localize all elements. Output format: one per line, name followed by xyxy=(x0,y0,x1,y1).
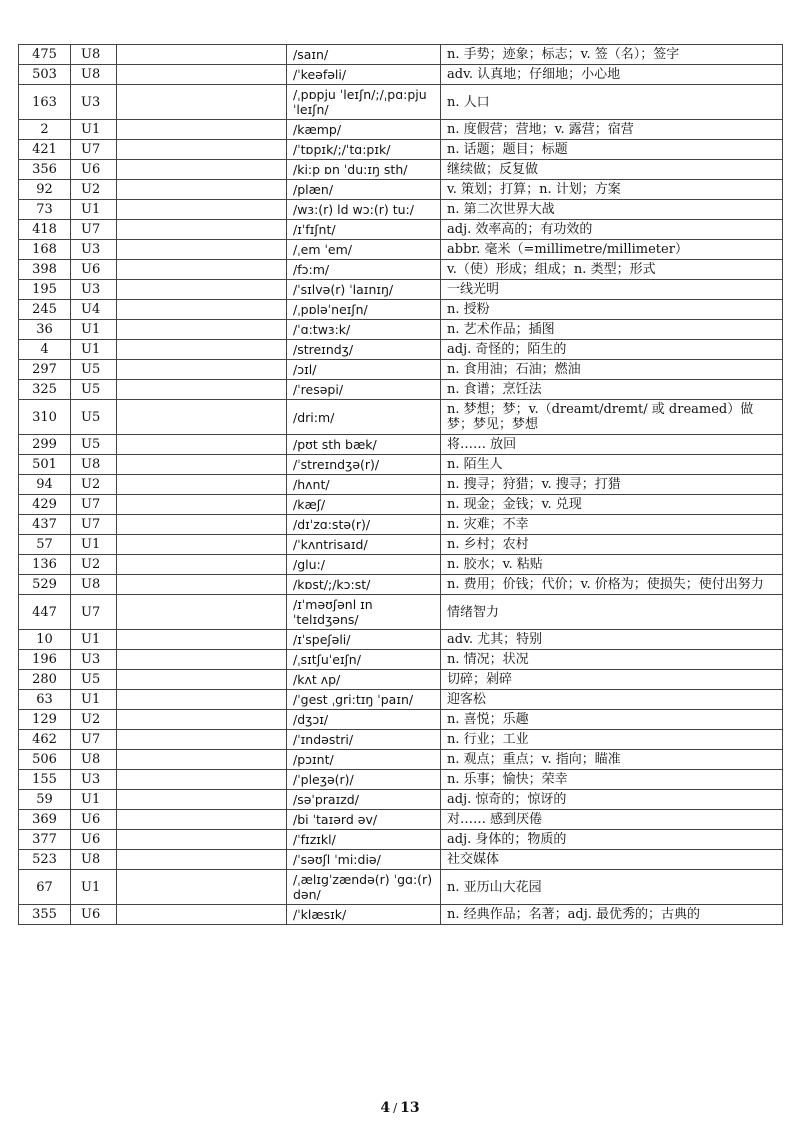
table-row xyxy=(19,300,783,320)
phonetic-cell: /ɪˈspeʃəli/ xyxy=(287,630,441,650)
unit-cell: U5 xyxy=(71,380,117,400)
table-row xyxy=(19,160,783,180)
table-row xyxy=(19,790,783,810)
word-blank-cell xyxy=(117,380,287,400)
phonetic-cell: /ˈklæsɪk/ xyxy=(287,905,441,925)
word-blank-cell xyxy=(117,280,287,300)
meaning-cell: n. 乡村；农村 xyxy=(441,535,783,555)
unit-cell: U5 xyxy=(71,400,117,435)
entry-number-cell: 280 xyxy=(19,670,71,690)
meaning-cell: 社交媒体 xyxy=(441,850,783,870)
entry-number-cell: 129 xyxy=(19,710,71,730)
table-row xyxy=(19,85,783,120)
word-blank-cell xyxy=(117,555,287,575)
table-row xyxy=(19,770,783,790)
phonetic-cell: /hʌnt/ xyxy=(287,475,441,495)
vocabulary-table xyxy=(18,44,783,925)
unit-cell: U8 xyxy=(71,455,117,475)
phonetic-cell: /ˈɑ:twɜ:k/ xyxy=(287,320,441,340)
word-blank-cell xyxy=(117,340,287,360)
table-row xyxy=(19,360,783,380)
unit-cell: U8 xyxy=(71,750,117,770)
unit-cell: U2 xyxy=(71,180,117,200)
phonetic-cell: /streɪndʒ/ xyxy=(287,340,441,360)
word-blank-cell xyxy=(117,790,287,810)
meaning-cell: n. 情况；状况 xyxy=(441,650,783,670)
phonetic-cell: /ˈtɒpɪk/;/ˈtɑ:pɪk/ xyxy=(287,140,441,160)
table-row xyxy=(19,400,783,435)
entry-number-cell: 503 xyxy=(19,65,71,85)
entry-number-cell: 299 xyxy=(19,435,71,455)
entry-number-cell: 475 xyxy=(19,45,71,65)
entry-number-cell: 4 xyxy=(19,340,71,360)
word-blank-cell xyxy=(117,750,287,770)
word-blank-cell xyxy=(117,200,287,220)
phonetic-cell: /fɔ:m/ xyxy=(287,260,441,280)
unit-cell: U7 xyxy=(71,220,117,240)
unit-cell: U6 xyxy=(71,260,117,280)
phonetic-cell: /wɜ:(r) ld wɔ:(r) tu:/ xyxy=(287,200,441,220)
phonetic-cell: /ki:p ɒn ˈdu:ɪŋ sth/ xyxy=(287,160,441,180)
phonetic-cell: /ˌpɒləˈneɪʃn/ xyxy=(287,300,441,320)
phonetic-cell: /ˈfɪzɪkl/ xyxy=(287,830,441,850)
entry-number-cell: 67 xyxy=(19,870,71,905)
unit-cell: U6 xyxy=(71,830,117,850)
meaning-cell: n. 授粉 xyxy=(441,300,783,320)
meaning-cell: n. 梦想；梦；v.（dreamt/dremt/ 或 dreamed）做梦；梦见；梦想 xyxy=(441,400,783,435)
entry-number-cell: 168 xyxy=(19,240,71,260)
entry-number-cell: 63 xyxy=(19,690,71,710)
table-row xyxy=(19,810,783,830)
phonetic-cell: /kʌt ʌp/ xyxy=(287,670,441,690)
entry-number-cell: 377 xyxy=(19,830,71,850)
word-blank-cell xyxy=(117,830,287,850)
phonetic-cell: /pʊt sth bæk/ xyxy=(287,435,441,455)
phonetic-cell: /ɪˈməʊʃənl ɪn ˈtelɪdʒəns/ xyxy=(287,595,441,630)
vocabulary-table-body xyxy=(19,45,783,925)
meaning-cell: v.（使）形成；组成；n. 类型；形式 xyxy=(441,260,783,280)
meaning-cell: n. 亚历山大花园 xyxy=(441,870,783,905)
meaning-cell: n. 搜寻；狩猎；v. 搜寻；打猎 xyxy=(441,475,783,495)
entry-number-cell: 506 xyxy=(19,750,71,770)
unit-cell: U7 xyxy=(71,495,117,515)
entry-number-cell: 418 xyxy=(19,220,71,240)
unit-cell: U3 xyxy=(71,650,117,670)
table-row xyxy=(19,595,783,630)
table-row xyxy=(19,65,783,85)
table-row xyxy=(19,870,783,905)
word-blank-cell xyxy=(117,810,287,830)
unit-cell: U1 xyxy=(71,630,117,650)
unit-cell: U7 xyxy=(71,730,117,750)
table-row xyxy=(19,280,783,300)
entry-number-cell: 10 xyxy=(19,630,71,650)
word-blank-cell xyxy=(117,630,287,650)
table-row xyxy=(19,320,783,340)
phonetic-cell: /ˈresəpi/ xyxy=(287,380,441,400)
unit-cell: U2 xyxy=(71,555,117,575)
word-blank-cell xyxy=(117,85,287,120)
table-row xyxy=(19,630,783,650)
entry-number-cell: 501 xyxy=(19,455,71,475)
entry-number-cell: 398 xyxy=(19,260,71,280)
word-blank-cell xyxy=(117,870,287,905)
unit-cell: U6 xyxy=(71,810,117,830)
meaning-cell: n. 人口 xyxy=(441,85,783,120)
entry-number-cell: 529 xyxy=(19,575,71,595)
unit-cell: U3 xyxy=(71,85,117,120)
table-row xyxy=(19,730,783,750)
meaning-cell: adv. 认真地；仔细地；小心地 xyxy=(441,65,783,85)
table-row xyxy=(19,830,783,850)
table-row xyxy=(19,515,783,535)
word-blank-cell xyxy=(117,535,287,555)
table-row xyxy=(19,120,783,140)
meaning-cell: n. 度假营；营地；v. 露营；宿营 xyxy=(441,120,783,140)
entry-number-cell: 429 xyxy=(19,495,71,515)
unit-cell: U7 xyxy=(71,140,117,160)
phonetic-cell: /ˈpleʒə(r)/ xyxy=(287,770,441,790)
meaning-cell: n. 陌生人 xyxy=(441,455,783,475)
phonetic-cell: /dɪˈzɑ:stə(r)/ xyxy=(287,515,441,535)
phonetic-cell: /bi ˈtaɪərd əv/ xyxy=(287,810,441,830)
table-row xyxy=(19,260,783,280)
meaning-cell: n. 艺术作品；插图 xyxy=(441,320,783,340)
entry-number-cell: 421 xyxy=(19,140,71,160)
word-blank-cell xyxy=(117,850,287,870)
entry-number-cell: 195 xyxy=(19,280,71,300)
word-blank-cell xyxy=(117,220,287,240)
meaning-cell: adj. 奇怪的；陌生的 xyxy=(441,340,783,360)
word-blank-cell xyxy=(117,670,287,690)
meaning-cell: 继续做；反复做 xyxy=(441,160,783,180)
word-blank-cell xyxy=(117,45,287,65)
unit-cell: U3 xyxy=(71,280,117,300)
meaning-cell: 情绪智力 xyxy=(441,595,783,630)
entry-number-cell: 310 xyxy=(19,400,71,435)
phonetic-cell: /ˈsəʊʃl ˈmi:diə/ xyxy=(287,850,441,870)
unit-cell: U1 xyxy=(71,120,117,140)
phonetic-cell: /ˈstreɪndʒə(r)/ xyxy=(287,455,441,475)
table-row xyxy=(19,650,783,670)
phonetic-cell: /ˌem ˈem/ xyxy=(287,240,441,260)
meaning-cell: adv. 尤其；特别 xyxy=(441,630,783,650)
table-row xyxy=(19,555,783,575)
unit-cell: U7 xyxy=(71,515,117,535)
page-separator: / xyxy=(393,1101,398,1115)
phonetic-cell: /pɔɪnt/ xyxy=(287,750,441,770)
meaning-cell: n. 话题；题目；标题 xyxy=(441,140,783,160)
table-row xyxy=(19,340,783,360)
word-blank-cell xyxy=(117,650,287,670)
table-row xyxy=(19,850,783,870)
phonetic-cell: /ˈkʌntrisaɪd/ xyxy=(287,535,441,555)
entry-number-cell: 59 xyxy=(19,790,71,810)
table-row xyxy=(19,535,783,555)
entry-number-cell: 196 xyxy=(19,650,71,670)
entry-number-cell: 297 xyxy=(19,360,71,380)
word-blank-cell xyxy=(117,240,287,260)
word-blank-cell xyxy=(117,475,287,495)
entry-number-cell: 437 xyxy=(19,515,71,535)
page-total: 13 xyxy=(400,1100,420,1116)
word-blank-cell xyxy=(117,495,287,515)
phonetic-cell: /ɪˈfɪʃnt/ xyxy=(287,220,441,240)
meaning-cell: 迎客松 xyxy=(441,690,783,710)
unit-cell: U8 xyxy=(71,575,117,595)
unit-cell: U2 xyxy=(71,710,117,730)
table-row xyxy=(19,475,783,495)
word-blank-cell xyxy=(117,320,287,340)
meaning-cell: adj. 惊奇的；惊讶的 xyxy=(441,790,783,810)
unit-cell: U1 xyxy=(71,870,117,905)
entry-number-cell: 2 xyxy=(19,120,71,140)
word-blank-cell xyxy=(117,730,287,750)
phonetic-cell: /ˈkeəfəli/ xyxy=(287,65,441,85)
phonetic-cell: /ˌsɪtʃuˈeɪʃn/ xyxy=(287,650,441,670)
word-blank-cell xyxy=(117,360,287,380)
unit-cell: U1 xyxy=(71,535,117,555)
meaning-cell: n. 费用；价钱；代价；v. 价格为；使损失；使付出努力 xyxy=(441,575,783,595)
table-row xyxy=(19,200,783,220)
vocabulary-table-container xyxy=(18,44,782,925)
table-row xyxy=(19,690,783,710)
page-number xyxy=(0,1100,800,1116)
unit-cell: U5 xyxy=(71,435,117,455)
unit-cell: U6 xyxy=(71,905,117,925)
entry-number-cell: 36 xyxy=(19,320,71,340)
unit-cell: U1 xyxy=(71,320,117,340)
phonetic-cell: /glu:/ xyxy=(287,555,441,575)
word-blank-cell xyxy=(117,905,287,925)
word-blank-cell xyxy=(117,140,287,160)
page-current: 4 xyxy=(380,1100,391,1116)
meaning-cell: n. 现金；金钱；v. 兑现 xyxy=(441,495,783,515)
meaning-cell: n. 喜悦；乐趣 xyxy=(441,710,783,730)
unit-cell: U1 xyxy=(71,690,117,710)
meaning-cell: n. 经典作品；名著；adj. 最优秀的；古典的 xyxy=(441,905,783,925)
unit-cell: U1 xyxy=(71,790,117,810)
table-row xyxy=(19,575,783,595)
meaning-cell: n. 灾难；不幸 xyxy=(441,515,783,535)
meaning-cell: adj. 身体的；物质的 xyxy=(441,830,783,850)
phonetic-cell: /ˈsɪlvə(r) ˈlaɪnɪŋ/ xyxy=(287,280,441,300)
unit-cell: U2 xyxy=(71,475,117,495)
entry-number-cell: 94 xyxy=(19,475,71,495)
meaning-cell: 对…… 感到厌倦 xyxy=(441,810,783,830)
table-row xyxy=(19,750,783,770)
meaning-cell: n. 手势；迹象；标志；v. 签（名）；签字 xyxy=(441,45,783,65)
phonetic-cell: /ˈɪndəstri/ xyxy=(287,730,441,750)
word-blank-cell xyxy=(117,160,287,180)
table-row xyxy=(19,495,783,515)
meaning-cell: adj. 效率高的；有功效的 xyxy=(441,220,783,240)
phonetic-cell: /kɒst/;/kɔ:st/ xyxy=(287,575,441,595)
unit-cell: U8 xyxy=(71,65,117,85)
word-blank-cell xyxy=(117,300,287,320)
phonetic-cell: /kæʃ/ xyxy=(287,495,441,515)
meaning-cell: n. 食谱；烹饪法 xyxy=(441,380,783,400)
entry-number-cell: 355 xyxy=(19,905,71,925)
unit-cell: U5 xyxy=(71,670,117,690)
phonetic-cell: /saɪn/ xyxy=(287,45,441,65)
word-blank-cell xyxy=(117,435,287,455)
phonetic-cell: /səˈpraɪzd/ xyxy=(287,790,441,810)
word-blank-cell xyxy=(117,455,287,475)
meaning-cell: 将…… 放回 xyxy=(441,435,783,455)
word-blank-cell xyxy=(117,595,287,630)
phonetic-cell: /ˌælɪgˈzændə(r) ˈgɑ:(r) dən/ xyxy=(287,870,441,905)
word-blank-cell xyxy=(117,770,287,790)
meaning-cell: abbr. 毫米（=millimetre/millimeter） xyxy=(441,240,783,260)
entry-number-cell: 92 xyxy=(19,180,71,200)
table-row xyxy=(19,710,783,730)
word-blank-cell xyxy=(117,575,287,595)
table-row xyxy=(19,45,783,65)
meaning-cell: n. 食用油；石油；燃油 xyxy=(441,360,783,380)
table-row xyxy=(19,380,783,400)
phonetic-cell: /kæmp/ xyxy=(287,120,441,140)
phonetic-cell: /plæn/ xyxy=(287,180,441,200)
unit-cell: U8 xyxy=(71,45,117,65)
word-blank-cell xyxy=(117,65,287,85)
unit-cell: U1 xyxy=(71,200,117,220)
entry-number-cell: 245 xyxy=(19,300,71,320)
unit-cell: U5 xyxy=(71,360,117,380)
entry-number-cell: 57 xyxy=(19,535,71,555)
phonetic-cell: /ɔɪl/ xyxy=(287,360,441,380)
phonetic-cell: /dri:m/ xyxy=(287,400,441,435)
meaning-cell: n. 胶水；v. 粘贴 xyxy=(441,555,783,575)
word-blank-cell xyxy=(117,400,287,435)
word-blank-cell xyxy=(117,690,287,710)
entry-number-cell: 163 xyxy=(19,85,71,120)
meaning-cell: n. 观点；重点；v. 指向；瞄准 xyxy=(441,750,783,770)
unit-cell: U6 xyxy=(71,160,117,180)
meaning-cell: v. 策划；打算；n. 计划；方案 xyxy=(441,180,783,200)
meaning-cell: 一线光明 xyxy=(441,280,783,300)
phonetic-cell: /ˈgest ˌgri:tɪŋ ˈpaɪn/ xyxy=(287,690,441,710)
table-row xyxy=(19,455,783,475)
entry-number-cell: 523 xyxy=(19,850,71,870)
table-row xyxy=(19,180,783,200)
entry-number-cell: 462 xyxy=(19,730,71,750)
unit-cell: U8 xyxy=(71,850,117,870)
entry-number-cell: 447 xyxy=(19,595,71,630)
word-blank-cell xyxy=(117,180,287,200)
unit-cell: U1 xyxy=(71,340,117,360)
word-blank-cell xyxy=(117,260,287,280)
phonetic-cell: /ˌpɒpju ˈleɪʃn/;/ˌpɑ:pju ˈleɪʃn/ xyxy=(287,85,441,120)
word-blank-cell xyxy=(117,515,287,535)
entry-number-cell: 356 xyxy=(19,160,71,180)
phonetic-cell: /dʒɔɪ/ xyxy=(287,710,441,730)
word-blank-cell xyxy=(117,120,287,140)
entry-number-cell: 73 xyxy=(19,200,71,220)
unit-cell: U3 xyxy=(71,240,117,260)
meaning-cell: 切碎；剁碎 xyxy=(441,670,783,690)
unit-cell: U4 xyxy=(71,300,117,320)
entry-number-cell: 136 xyxy=(19,555,71,575)
entry-number-cell: 369 xyxy=(19,810,71,830)
table-row xyxy=(19,435,783,455)
entry-number-cell: 155 xyxy=(19,770,71,790)
entry-number-cell: 325 xyxy=(19,380,71,400)
meaning-cell: n. 行业；工业 xyxy=(441,730,783,750)
table-row xyxy=(19,140,783,160)
meaning-cell: n. 乐事；愉快；荣幸 xyxy=(441,770,783,790)
unit-cell: U3 xyxy=(71,770,117,790)
table-row xyxy=(19,220,783,240)
table-row xyxy=(19,240,783,260)
unit-cell: U7 xyxy=(71,595,117,630)
meaning-cell: n. 第二次世界大战 xyxy=(441,200,783,220)
table-row xyxy=(19,905,783,925)
table-row xyxy=(19,670,783,690)
word-blank-cell xyxy=(117,710,287,730)
